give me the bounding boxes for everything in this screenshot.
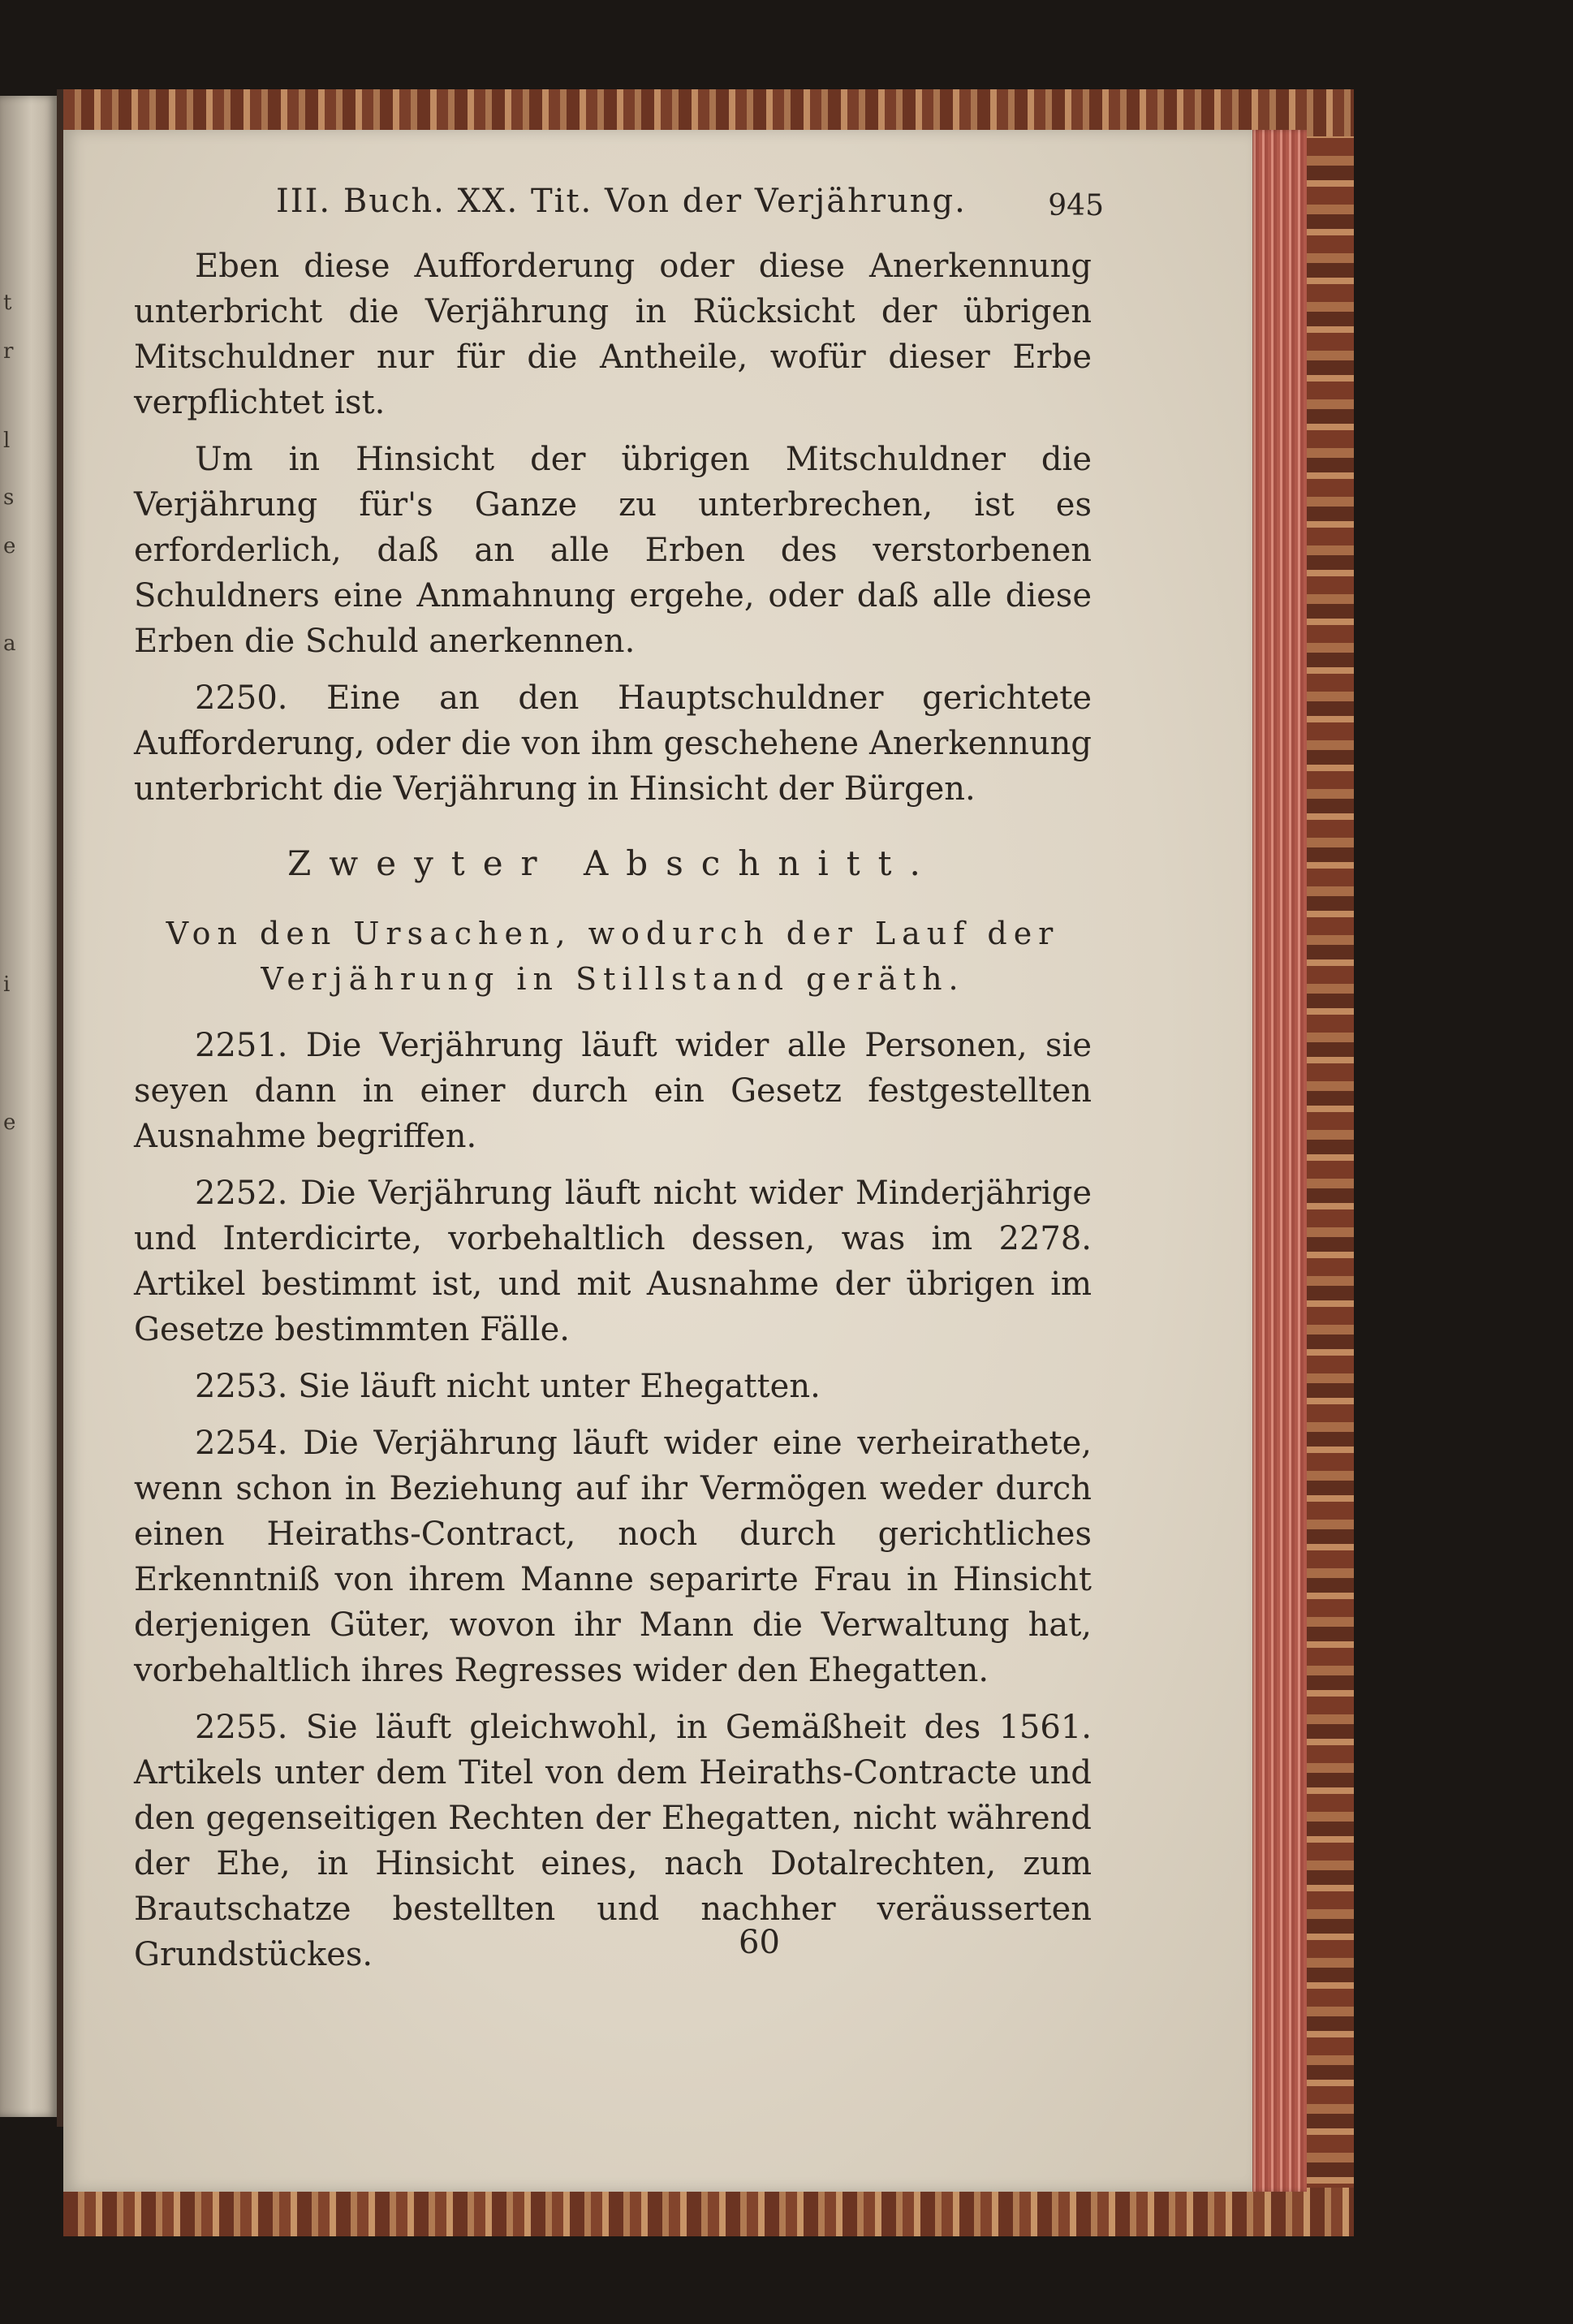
fragment: t <box>3 291 12 315</box>
red-page-edges <box>1250 130 1307 2192</box>
section-heading: Zweyter Abschnitt. <box>287 843 938 883</box>
paragraph: Um in Hinsicht der übrigen Mitschuldner die Verjährung für's Ganze zu unterbrechen, ist es erforderlich, daß an alle Erben des verstorbenen Schuldners eine Anmahnung ergehe, oder daß alle diese Erben die Schuld anerkennen. <box>134 441 1092 660</box>
fragment: e <box>3 534 16 558</box>
fragment: r <box>3 339 14 364</box>
marbled-cover-right <box>1299 89 1354 2236</box>
section-subheading: Von den Ursachen, wodurch der Lauf der Verjährung in Stillstand geräth. <box>166 916 1060 997</box>
paragraph: 2255. Sie läuft gleichwohl, in Gemäßheit des 1561. Artikels unter dem Titel von dem Heiraths-Contracte und den gegenseitigen Rechten der Ehegatten, nicht während der Ehe, in Hinsicht eines, nach Dotalrechten, zum Brautschatze bestellten und nachher veräusserten Grundstückes. <box>134 1709 1092 1973</box>
marbled-cover-bottom <box>63 2188 1354 2236</box>
paragraph: 2251. Die Verjährung läuft wider alle Personen, sie seyen dann in einer durch ein Gesetz festgestellten Ausnahme begriffen. <box>134 1027 1092 1155</box>
paragraph: 2252. Die Verjährung läuft nicht wider Minderjährige und Interdicirte, vorbehaltlich dessen, was im 2278. Artikel bestimmt ist, und mit Ausnahme der übrigen im Gesetze bestimmten Fälle. <box>134 1175 1092 1348</box>
signature-mark: 60 <box>739 1924 780 1961</box>
running-title: III. Buch. XX. Tit. Von der Verjährung. <box>276 183 967 220</box>
fragment: s <box>3 485 15 510</box>
paragraph: Eben diese Aufforderung oder diese Anerkennung unterbricht die Verjährung in Rücksicht der übrigen Mitschuldner nur für die Antheile, wofür dieser Erbe verpflichtet ist. <box>134 248 1092 421</box>
body-text <box>134 244 1092 1989</box>
gutter <box>57 89 63 2127</box>
facing-page-text-fragments <box>3 96 36 2117</box>
paragraph: 2250. Eine an den Hauptschuldner gerichtete Aufforderung, oder die von ihm geschehene Anerkennung unterbricht die Verjährung in Hinsicht der Bürgen. <box>134 679 1092 808</box>
fragment: l <box>3 429 11 453</box>
facing-page-edge <box>0 96 57 2117</box>
fragment: a <box>3 632 16 656</box>
fragment: i <box>3 972 11 997</box>
paragraph: 2254. Die Verjährung läuft wider eine verheirathete, wenn schon in Beziehung auf ihr Vermögen weder durch einen Heiraths-Contract, noch durch gerichtliches Erkenntniß von ihrem Manne separirte Frau in Hinsicht derjenigen Güter, wovon ihr Mann die Verwaltung hat, vorbehaltlich ihres Regresses wider den Ehegatten. <box>134 1425 1092 1689</box>
fragment: e <box>3 1110 16 1135</box>
paragraph: 2253. Sie läuft nicht unter Ehegatten. <box>195 1368 821 1405</box>
page-header <box>276 183 1104 231</box>
page-number: 945 <box>1048 189 1104 222</box>
